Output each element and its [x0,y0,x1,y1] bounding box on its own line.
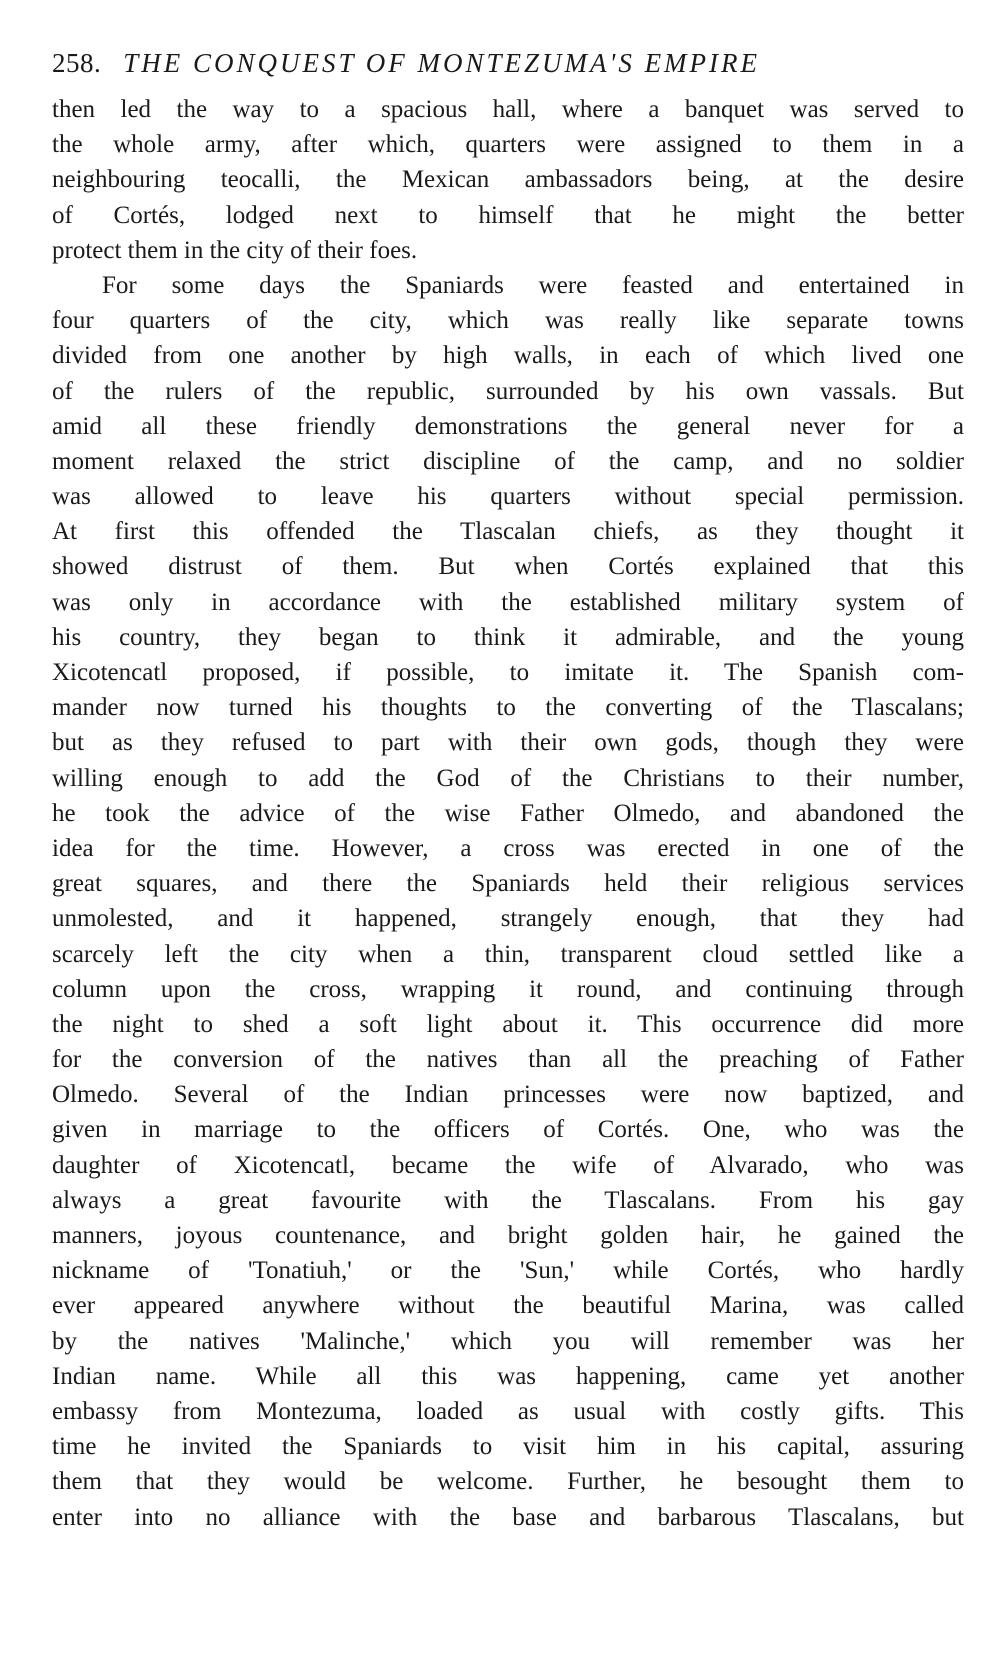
text-line: was only in accordance with the established military system of [52,588,964,616]
text-line: of Cortés, lodged next to himself that he might the better [52,201,964,229]
text-line: unmolested, and it happened, strangely enough, that they had [52,905,964,933]
text-line: Xicotencatl proposed, if possible, to imitate it. The Spanish com- [52,659,964,686]
text-line: by the natives 'Malinche,' which you will remember was her [52,1327,964,1355]
body-text [52,92,964,1535]
text-line: then led the way to a spacious hall, where a banquet was served to [52,96,964,123]
paragraph [52,92,964,268]
text-line: embassy from Montezuma, loaded as usual with costly gifts. This [52,1397,964,1425]
text-line: idea for the time. However, a cross was erected in one of the [52,834,964,862]
text-line: For some days the Spaniards were feasted and entertained in [102,271,964,299]
text-line: the whole army, after which, quarters were assigned to them in a [52,131,964,159]
text-line: great squares, and there the Spaniards held their religious services [52,870,964,898]
text-line: them that they would be welcome. Further, he besought them to [52,1468,964,1496]
text-line: mander now turned his thoughts to the converting of the Tlascalans; [52,694,964,722]
text-line: showed distrust of them. But when Cortés explained that this [52,553,964,581]
text-line: was allowed to leave his quarters without special permission. [52,483,964,511]
text-line: column upon the cross, wrapping it round, and continuing through [52,975,964,1003]
text-line: manners, joyous countenance, and bright golden hair, he gained the [52,1222,964,1249]
paragraph [52,268,964,1535]
text-line: the night to shed a soft light about it. This occurrence did more [52,1010,964,1038]
text-line: given in marriage to the officers of Cortés. One, who was the [52,1116,964,1144]
text-line: Olmedo. Several of the Indian princesses were now baptized, and [52,1081,964,1109]
text-line: scarcely left the city when a thin, transparent cloud settled like a [52,940,964,968]
text-line: his country, they began to think it admirable, and the young [52,623,964,651]
text-line: ever appeared anywhere without the beautiful Marina, was called [52,1292,964,1320]
text-line: time he invited the Spaniards to visit him in his capital, assuring [52,1433,964,1461]
text-line: neighbouring teocalli, the Mexican ambassadors being, at the desire [52,166,964,194]
text-line: moment relaxed the strict discipline of the camp, and no soldier [52,447,964,475]
running-title: THE CONQUEST OF MONTEZUMA'S EMPIRE [123,48,761,78]
text-line: of the rulers of the republic, surrounded by his own vassals. But [52,377,964,405]
text-line: but as they refused to part with their own gods, though they were [52,729,964,757]
text-line: daughter of Xicotencatl, became the wife of Alvarado, who was [52,1151,964,1179]
text-line: he took the advice of the wise Father Olmedo, and abandoned the [52,799,964,827]
book-page [52,46,964,1535]
text-line: protect them in the city of their foes. [52,236,418,264]
text-line: At first this offended the Tlascalan chiefs, as they thought it [52,518,964,546]
text-line: divided from one another by high walls, in each of which lived one [52,342,964,370]
text-line: willing enough to add the God of the Christians to their number, [52,764,964,792]
text-line: four quarters of the city, which was really like separate towns [52,307,964,335]
text-line: always a great favourite with the Tlascalans. From his gay [52,1186,964,1214]
page-number: 258. [52,48,102,78]
text-line: Indian name. While all this was happening, came yet another [52,1362,964,1390]
text-line: amid all these friendly demonstrations the general never for a [52,412,964,440]
text-line: nickname of 'Tonatiuh,' or the 'Sun,' while Cortés, who hardly [52,1257,964,1285]
text-line: enter into no alliance with the base and barbarous Tlascalans, but [52,1503,964,1531]
running-head [52,46,964,80]
text-line: for the conversion of the natives than all the preaching of Father [52,1046,964,1074]
